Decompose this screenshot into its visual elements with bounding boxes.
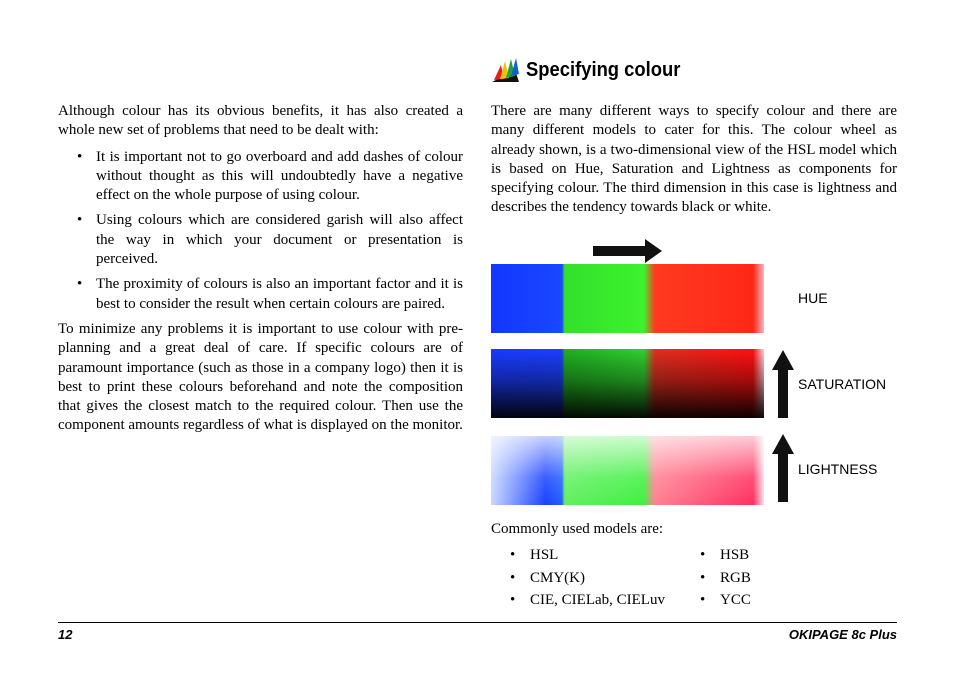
models-list-right [700,546,751,614]
lightness-label: LIGHTNESS [798,461,878,477]
page-title: Specifying colour [526,58,681,81]
list-item [510,591,665,614]
list-item [700,546,751,569]
footer-divider [58,622,897,623]
saturation-gradient-bar [491,349,764,418]
bullet-text: Using colours which are considered garish will also affect the way in which your document or presentation is perceived. [96,212,463,268]
model-name: CIE, CIELab, CIELuv [530,592,665,608]
bullet-icon: • [700,547,706,563]
bullet-icon: • [77,276,83,293]
bullet-icon: • [510,569,516,586]
right-column [491,102,897,218]
bullet-text: It is important not to go overboard and add dashes of colour without thought as this will undoubtedly have a negative effect on the whole purpose of using colour. [96,148,463,204]
arrow-up-icon [772,434,794,504]
bullet-text: The proximity of colours is also an important factor and it is best to consider the result when certain colours are paired. [96,276,463,312]
list-item [510,546,665,569]
lightness-gradient-bar [491,436,764,505]
left-closing-paragraph: To minimize any problems it is important to use colour with pre-planning and a great deal of care. If specific colours are of paramount importance (such as those in a company logo) then it is best to print these colours beforehand and note the composition that gives the closest match to the required colour. Then use the component amounts regardless of what is displayed on the monitor. [58,320,463,434]
page-title-block [491,55,694,85]
bullet-icon: • [510,592,516,608]
list-item [700,569,751,592]
model-name: CMY(K) [530,569,585,586]
model-name: YCC [720,592,751,608]
models-list-left [510,546,665,614]
model-name: HSL [530,547,559,563]
bullet-icon: • [77,148,83,165]
models-intro: Commonly used models are: [491,521,664,537]
list-item [58,148,463,206]
arrow-up-icon [772,350,794,420]
left-intro-paragraph: Although colour has its obvious benefits, it has also created a whole new set of problems that need to be dealt with: [58,103,463,139]
product-name: OKIPAGE 8c Plus [788,627,897,642]
colour-wedges-icon [491,57,520,83]
bullet-icon: • [700,569,706,586]
arrow-right-icon [593,239,663,263]
right-intro-paragraph: There are many different ways to specify colour and there are many different models to cater for this. The colour wheel as already shown, is a two-dimensional view of the HSL model which is based on Hue, Saturation and Lightness as components for specifying colour. The third dimension in this case is lightness and describes the tendency towards black or white. [491,103,897,216]
hue-label: HUE [798,290,828,306]
list-item [700,591,751,614]
bullet-icon: • [77,212,83,229]
bullet-icon: • [510,547,516,563]
list-item [510,569,665,592]
model-name: HSB [720,547,750,563]
model-name: RGB [720,569,751,586]
saturation-label: SATURATION [798,376,887,392]
hue-gradient-bar [491,264,764,333]
left-bullet-list [58,148,463,314]
list-item [58,275,463,314]
list-item [58,211,463,269]
left-column [58,102,463,436]
page-number: 12 [58,627,73,642]
bullet-icon: • [700,592,706,608]
